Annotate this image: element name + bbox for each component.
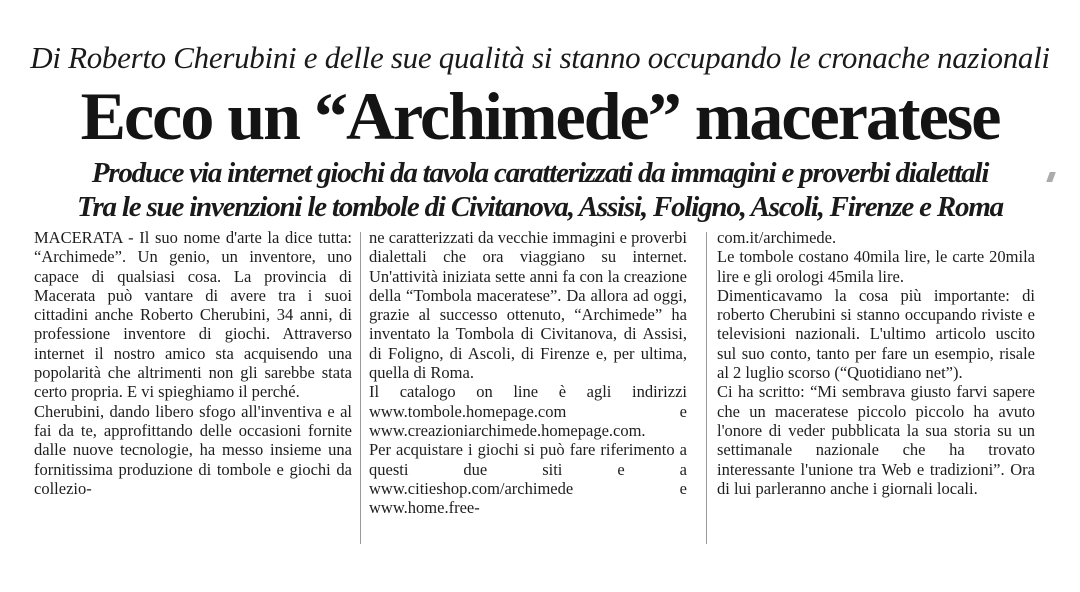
paragraph: Dimenticavamo la cosa più importante: di roberto Cherubini si stanno occupando riviste e televisioni nazionali. L'ultimo articolo uscito sul suo conto, tanto per fare un esempio, risale al 2 luglio scorso (“Quotidiano net”). (717, 285, 1035, 383)
paragraph: Ci ha scritto: “Mi sembrava giusto farvi sapere che un maceratese piccolo piccolo ha avuto l'onore di veder pubblicata la sua storia su un settimanale nazionale che ha trovato interessante l'unione tra Web e tradizioni”. Ora di lui parleranno anche i giornali locali. (717, 382, 1035, 498)
column-divider (706, 232, 707, 544)
article-column-3 (717, 228, 1035, 498)
article-column-1 (34, 228, 352, 498)
subheadline-2: Tra le sue invenzioni le tombole di Civitanova, Assisi, Foligno, Ascoli, Firenze e Roma (77, 191, 1003, 223)
subheadline-1: Produce via internet giochi da tavola caratterizzati da immagini e proverbi dialettali (91, 157, 989, 189)
article-column-2 (369, 228, 687, 517)
paragraph: ne caratterizzati da vecchie immagini e proverbi dialettali che ora viaggiano su internet. Un'attività iniziata sette anni fa con la creazione della “Tombola maceratese”. Da allora ad oggi, grazie al successo ottenuto, “Archimede” ha inventato la Tombola di Civitanova, di Assisi, di Foligno, di Ascoli, di Firenze e, per ultima, quella di Roma. (369, 228, 687, 383)
paragraph: com.it/archimede. (717, 228, 837, 247)
paragraph: Cherubini, dando libero sfogo all'inventiva e al fai da te, approfittando delle occasioni fornite dalle nuove tecnologie, ha messo insieme una fornitissima produzione di tombole e giochi da collezio- (34, 401, 352, 498)
column-divider (360, 232, 361, 544)
headline: Ecco un “Archimede” maceratese (80, 78, 1000, 154)
paragraph: MACERATA - Il suo nome d'arte la dice tutta: “Archimede”. Un genio, un inventore, uno capace di qualsiasi cosa. La provincia di Macerata può vantare di avere tra i suoi cittadini anche Roberto Cherubini, 34 anni, di professione inventore di giochi. Attraverso internet il nostro amico sta acquisendo una popolarità che altrimenti non gli sarebbe stata certo propria. E vi spieghiamo il perché. (34, 228, 352, 402)
paragraph: Il catalogo on line è agli indirizzi www.tombole.homepage.com e www.creazioniarchimede.homepage.com. (369, 382, 687, 440)
kicker: Di Roberto Cherubini e delle sue qualità si stanno occupando le cronache nazionali (30, 40, 1050, 75)
paragraph: Le tombole costano 40mila lire, le carte 20mila lire e gli orologi 45mila lire. (717, 247, 1035, 286)
paragraph: Per acquistare i giochi si può fare riferimento a questi due siti e a www.citieshop.com/archimede e www.home.free- (369, 440, 687, 518)
